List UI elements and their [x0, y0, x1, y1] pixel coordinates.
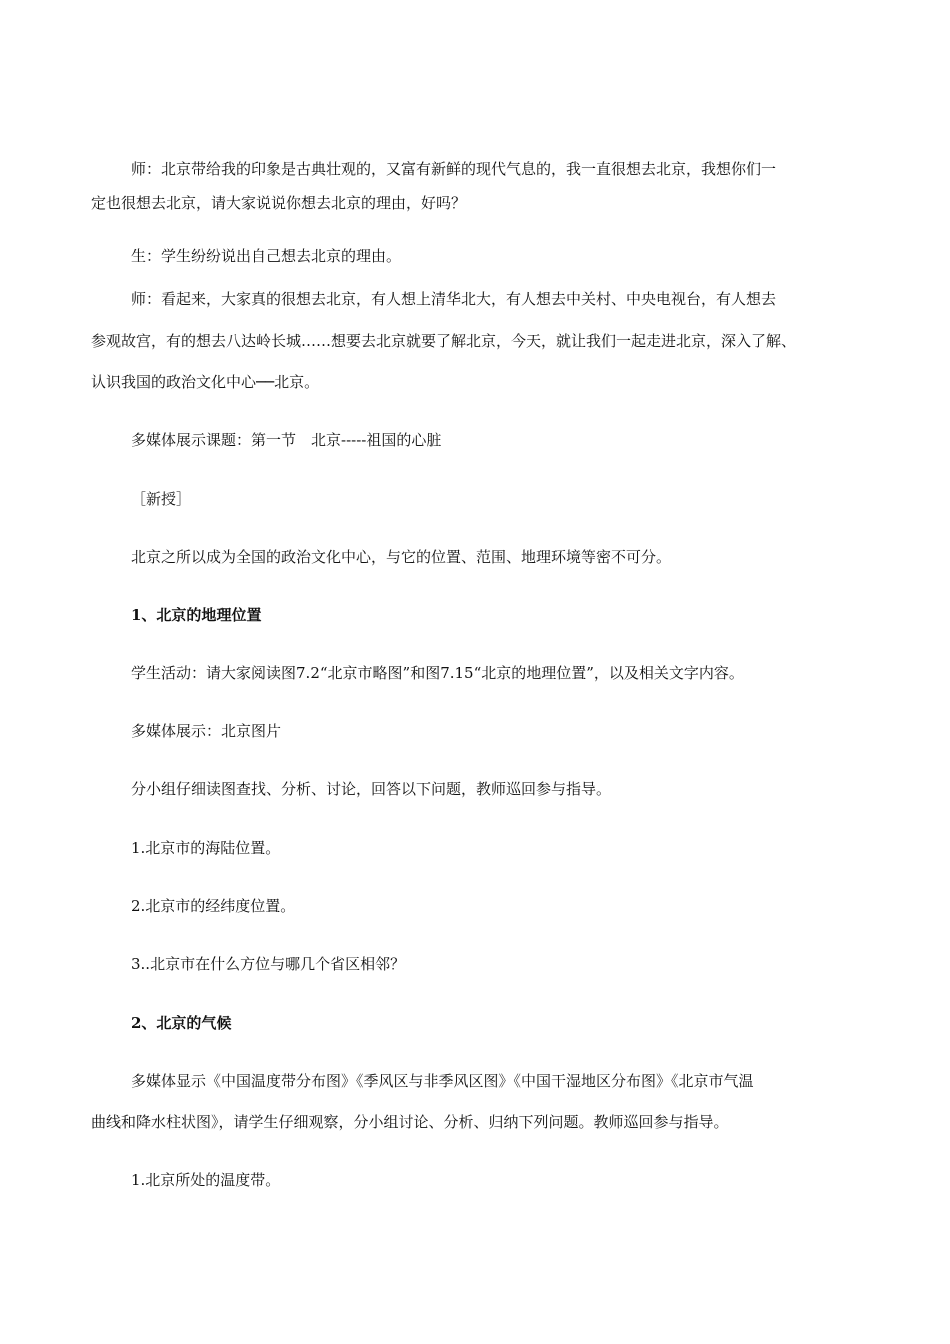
- paragraph-student-response: 生：学生纷纷说出自己想去北京的理由。: [131, 247, 402, 265]
- paragraph-teacher-intro-line-1: 师：北京带给我的印象是古典壮观的，又富有新鲜的现代气息的，我一直很想去北京，我想你们一: [131, 160, 777, 178]
- section-label-new-lesson: ［新授］: [131, 490, 192, 508]
- paragraph-student-activity: 学生活动：请大家阅读图7.2“北京市略图”和图7.15“北京的地理位置”，以及相关文字内容。: [131, 664, 744, 682]
- paragraph-climate-maps-line-1: 多媒体显示《中国温度带分布图》《季风区与非季风区图》《中国干湿地区分布图》《北京市气温: [131, 1072, 754, 1090]
- question-item-3: 3..北京市在什么方位与哪几个省区相邻？: [131, 955, 406, 973]
- question-item-2: 2.北京市的经纬度位置。: [131, 897, 296, 915]
- paragraph-teacher-lead-line-1: 师：看起来，大家真的很想去北京，有人想上清华北大，有人想去中关村、中央电视台，有人想去: [131, 290, 777, 308]
- question-item-temperature-zone: 1.北京所处的温度带。: [131, 1171, 281, 1189]
- paragraph-teacher-lead-line-3: 认识我国的政治文化中心──北京。: [91, 373, 320, 391]
- heading-climate: 2、北京的气候: [131, 1014, 232, 1032]
- question-item-1: 1.北京市的海陆位置。: [131, 839, 281, 857]
- paragraph-climate-maps-line-2: 曲线和降水柱状图》，请学生仔细观察，分小组讨论、分析、归纳下列问题。教师巡回参与指导。: [91, 1113, 729, 1131]
- paragraph-teacher-lead-line-2: 参观故宫，有的想去八达岭长城……想要去北京就要了解北京，今天，就让我们一起走进北京，深入了解、: [91, 332, 797, 350]
- paragraph-overview: 北京之所以成为全国的政治文化中心，与它的位置、范围、地理环境等密不可分。: [131, 548, 672, 566]
- paragraph-lesson-topic: 多媒体展示课题：第一节 北京-----祖国的心脏: [131, 431, 442, 449]
- paragraph-group-task: 分小组仔细读图查找、分析、讨论，回答以下问题，教师巡回参与指导。: [131, 780, 612, 798]
- paragraph-multimedia-pictures: 多媒体展示：北京图片: [131, 722, 282, 740]
- paragraph-teacher-intro-line-2: 定也很想去北京，请大家说说你想去北京的理由，好吗？: [91, 194, 467, 212]
- heading-geographic-location: 1、北京的地理位置: [131, 606, 262, 624]
